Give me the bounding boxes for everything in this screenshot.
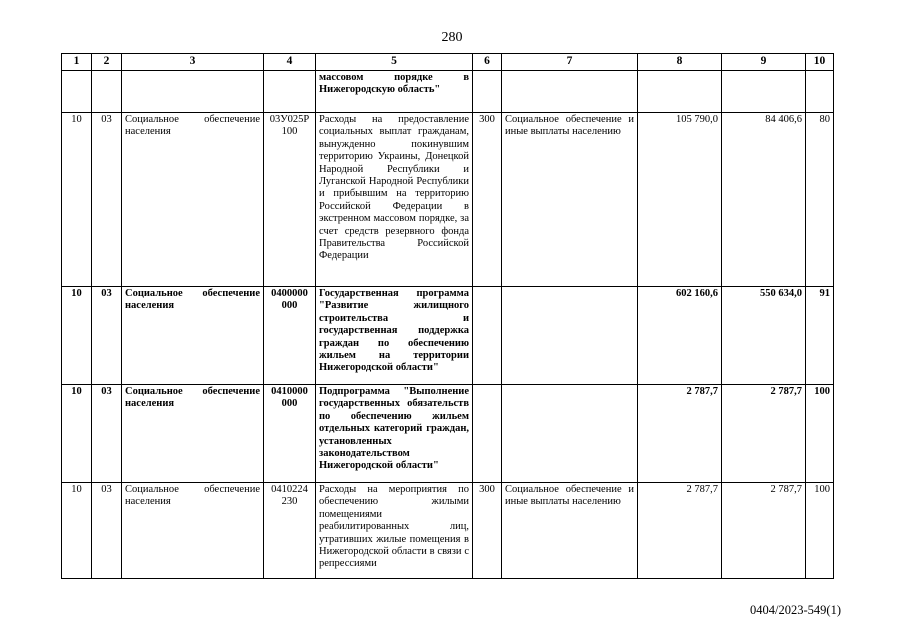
table-row [62, 385, 834, 483]
expense-description: Расходы на предоставление социальных выплат гражданам, вынужденно покинувшим территорию Украины, Донецкой Народной Республики и Луганской Народной Республики и прибывшим на территорию Российской Федерации в экстренном массовом порядке, за счет средств резервного фонда Правительства Российской Федерации [316, 113, 473, 287]
header-cell-5: 5 [316, 54, 473, 71]
expense-description: Расходы на мероприятия по обеспечению жилыми помещениями реабилитированных лиц, утративших жилые помещения в Нижегородской области в связи с репрессиями [316, 483, 473, 579]
planned-amount: 2 787,7 [638, 483, 722, 579]
target-article-code: 0410000 000 [264, 385, 316, 483]
subsection-code: 03 [92, 287, 122, 385]
expense-type-code: 300 [473, 483, 502, 579]
table-row [62, 113, 834, 287]
table-row [62, 483, 834, 579]
document-code: 0404/2023-549(1) [750, 603, 841, 617]
executed-amount: 2 787,7 [722, 483, 806, 579]
header-cell-8: 8 [638, 54, 722, 71]
target-article-code: 0410224 230 [264, 483, 316, 579]
expense-type-code [473, 385, 502, 483]
expense-type-code: 300 [473, 113, 502, 287]
header-cell-10: 10 [806, 54, 834, 71]
section-name: Социальное обеспечение населения [122, 113, 264, 287]
continuation-text: массовом порядке в Нижегородскую область" [316, 71, 473, 113]
subsection-code: 03 [92, 385, 122, 483]
budget-table [61, 53, 834, 579]
header-row [62, 54, 834, 71]
page-number: 280 [441, 30, 463, 45]
planned-amount: 2 787,7 [638, 385, 722, 483]
expense-type-code [473, 287, 502, 385]
expense-type-name [502, 385, 638, 483]
expense-type-name [502, 287, 638, 385]
expense-type-name: Социальное обеспечение и иные выплаты населению [502, 483, 638, 579]
table-row [62, 287, 834, 385]
executed-amount: 550 634,0 [722, 287, 806, 385]
header-cell-7: 7 [502, 54, 638, 71]
header-cell-2: 2 [92, 54, 122, 71]
header-cell-6: 6 [473, 54, 502, 71]
section-code: 10 [62, 385, 92, 483]
section-name: Социальное обеспечение населения [122, 483, 264, 579]
section-code: 10 [62, 483, 92, 579]
header-cell-1: 1 [62, 54, 92, 71]
section-code: 10 [62, 287, 92, 385]
section-code: 10 [62, 113, 92, 287]
section-name: Социальное обеспечение населения [122, 287, 264, 385]
executed-amount: 84 406,6 [722, 113, 806, 287]
execution-percent: 100 [806, 483, 834, 579]
header-cell-3: 3 [122, 54, 264, 71]
execution-percent: 91 [806, 287, 834, 385]
target-article-code: 0400000 000 [264, 287, 316, 385]
planned-amount: 602 160,6 [638, 287, 722, 385]
section-name: Социальное обеспечение населения [122, 385, 264, 483]
expense-description: Государственная программа "Развитие жилищного строительства и государственная поддержка граждан по обеспечению жильем на территории Нижегородской области" [316, 287, 473, 385]
subsection-code: 03 [92, 483, 122, 579]
target-article-code: 03У025Р 100 [264, 113, 316, 287]
subsection-code: 03 [92, 113, 122, 287]
expense-type-name: Социальное обеспечение и иные выплаты населению [502, 113, 638, 287]
execution-percent: 80 [806, 113, 834, 287]
execution-percent: 100 [806, 385, 834, 483]
header-cell-9: 9 [722, 54, 806, 71]
planned-amount: 105 790,0 [638, 113, 722, 287]
header-cell-4: 4 [264, 54, 316, 71]
executed-amount: 2 787,7 [722, 385, 806, 483]
expense-description: Подпрограмма "Выполнение государственных обязательств по обеспечению жильем отдельных категорий граждан, установленных законодательством Нижегородской области" [316, 385, 473, 483]
continuation-row [62, 71, 834, 113]
